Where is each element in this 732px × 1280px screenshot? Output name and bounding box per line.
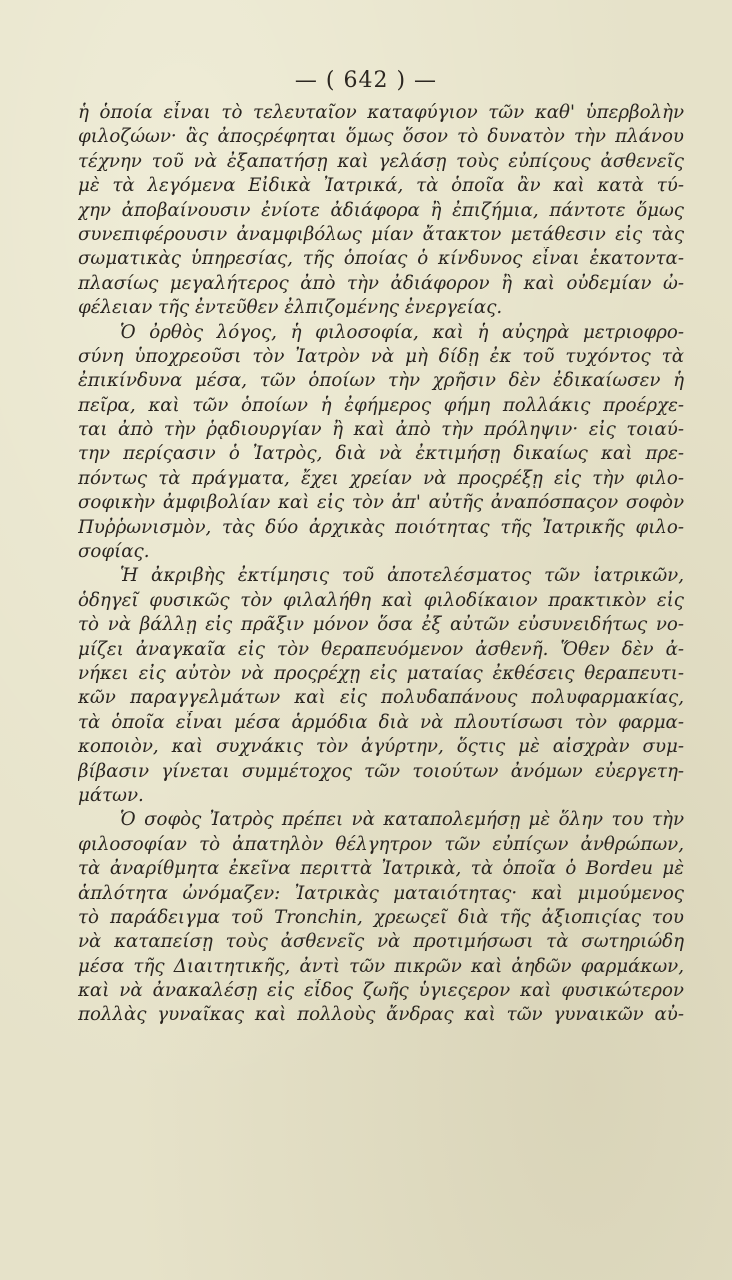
body-text <box>78 101 684 1028</box>
text-line: συνεπιφέρουσιν ἀναμφιβόλως μίαν ἄτακτον μετάθεσιν εἰς τὰς <box>78 223 684 245</box>
text-line: μὲ τὰ λεγόμενα Εἰδικὰ Ἰατρικά, τὰ ὁποῖα ἂν καὶ κατὰ τύ- <box>78 175 684 197</box>
text-line: φιλοζώων· ἃς ἀποςρέφηται ὅμως ὅσον τὸ δυνατὸν τὴν πλάνου <box>78 126 684 148</box>
text-line: τὸ νὰ βάλλῃ εἰς πρᾶξιν μόνον ὅσα ἐξ αὐτῶν εὐσυνειδήτως νο- <box>78 614 684 636</box>
text-line: τὰ ἀναρίθμητα ἐκεῖνα περιττὰ Ἰατρικὰ, τὰ ὁποῖα ὁ Bordeu μὲ <box>78 858 684 880</box>
text-line: νήκει εἰς αὐτὸν νὰ προςρέχῃ εἰς ματαίας ἐκθέσεις θεραπευτι- <box>78 662 684 684</box>
text-line: πόντως τὰ πράγματα, ἔχει χρείαν νὰ προςρέξῃ εἰς τὴν φιλο- <box>78 467 684 489</box>
text-line: τέχνην τοῦ νὰ ἐξαπατήσῃ καὶ γελάσῃ τοὺς εὐπίςους ἀσθενεῖς <box>78 150 684 172</box>
text-line: χην ἀποβαίνουσιν ἐνίοτε ἀδιάφορα ἢ ἐπιζήμια, πάντοτε ὅμως <box>78 199 684 221</box>
paragraph-1 <box>78 101 684 321</box>
text-line: σωματικὰς ὑπηρεσίας, τῆς ὁποίας ὁ κίνδυνος εἶναι ἑκατοντα- <box>78 248 684 270</box>
text-line: ἐπικίνδυνα μέσα, τῶν ὁποίων τὴν χρῆσιν δὲν ἐδικαίωσεν ἡ <box>78 370 684 392</box>
paragraph-4 <box>78 808 684 1028</box>
text-line: μίζει ἀναγκαῖα εἰς τὸν θεραπευόμενον ἀσθενῆ. Ὅθεν δὲν ἀ- <box>78 638 684 660</box>
text-line: νὰ καταπείσῃ τοὺς ἀσθενεῖς νὰ προτιμήσωσι τὰ σωτηριώδη <box>78 931 684 953</box>
text-line: ἡ ὁποία εἶναι τὸ τελευταῖον καταφύγιον τῶν καθ' ὑπερβολὴν <box>78 102 684 123</box>
text-line: σοφίας. <box>78 541 150 563</box>
text-line: Ὁ ὀρθὸς λόγος, ἡ φιλοσοφία, καὶ ἡ αὐςηρὰ μετριοφρο- <box>120 321 684 343</box>
text-line: τὰ ὁποῖα εἶναι μέσα ἁρμόδια διὰ νὰ πλουτίσωσι τὸν φαρμα- <box>78 711 684 733</box>
text-line: Ὁ σοφὸς Ἰατρὸς πρέπει νὰ καταπολεμήσῃ μὲ ὅλην του τὴν <box>120 809 684 831</box>
text-line: κοποιὸν, καὶ συχνάκις τὸν ἀγύρτην, ὅςτις μὲ αἰσχρὰν συμ- <box>78 736 684 758</box>
text-line: σοφικὴν ἀμφιβολίαν καὶ εἰς τὸν ἀπ' αὐτῆς ἀναπόσπαςον σοφὸν <box>78 492 684 514</box>
text-line: μέσα τῆς Διαιτητικῆς, ἀντὶ τῶν πικρῶν καὶ ἀηδῶν φαρμάκων, <box>78 955 684 977</box>
text-line: πλασίως μεγαλήτερος ἀπὸ τὴν ἀδιάφορον ἢ καὶ οὐδεμίαν ὠ- <box>78 272 684 294</box>
text-line: τὸ παράδειγμα τοῦ Tronchin, χρεωςεῖ διὰ τῆς ἀξιοπιςίας του <box>78 906 684 928</box>
text-line: κῶν παραγγελμάτων καὶ εἰς πολυδαπάνους πολυφαρμακίας, <box>78 687 684 709</box>
text-line: φιλοσοφίαν τὸ ἀπατηλὸν θέλγητρον τῶν εὐπίςων ἀνθρώπων, <box>78 833 684 855</box>
text-line: καὶ νὰ ἀνακαλέσῃ εἰς εἶδος ζωῆς ὑγιεςερον καὶ φυσικώτερον <box>78 980 684 1002</box>
text-line: σύνη ὑποχρεοῦσι τὸν Ἰατρὸν νὰ μὴ δίδῃ ἐκ τοῦ τυχόντος τὰ <box>78 345 684 367</box>
text-line: πολλὰς γυναῖκας καὶ πολλοὺς ἄνδρας καὶ τῶν γυναικῶν αὐ- <box>78 1004 684 1026</box>
text-line: ται ἀπὸ τὴν ῥᾳδιουργίαν ἢ καὶ ἀπὸ τὴν πρόληψιν· εἰς τοιαύ- <box>78 419 684 441</box>
text-line: πεῖρα, καὶ τῶν ὁποίων ἡ ἐφήμερος φήμη πολλάκις προέρχε- <box>78 394 684 416</box>
text-line: φέλειαν τῆς ἐντεῦθεν ἐλπιζομένης ἐνεργείας. <box>78 297 503 319</box>
paragraph-3 <box>78 564 684 808</box>
text-line: βίβασιν γίνεται συμμέτοχος τῶν τοιούτων ἀνόμων εὐεργετη- <box>78 760 684 782</box>
text-line: ὁδηγεῖ φυσικῶς τὸν φιλαλήθη καὶ φιλοδίκαιον πρακτικὸν εἰς <box>78 589 684 611</box>
text-line: Πυῤῥωνισμὸν, τὰς δύο ἀρχικὰς ποιότητας τῆς Ἰατρικῆς φιλο- <box>78 516 684 538</box>
page-number: — ( 642 ) — <box>294 68 438 93</box>
text-line: μάτων. <box>78 784 144 806</box>
text-line: την περίςασιν ὁ Ἰατρὸς, διὰ νὰ ἐκτιμήσῃ δικαίως καὶ πρε- <box>78 443 684 465</box>
text-line: Ἡ ἀκριβὴς ἐκτίμησις τοῦ ἀποτελέσματος τῶν ἰατρικῶν, <box>120 565 684 587</box>
text-line: ἁπλότητα ὠνόμαζεν: Ἰατρικὰς ματαιότητας· καὶ μιμούμενος <box>78 882 684 904</box>
paragraph-2 <box>78 321 684 565</box>
